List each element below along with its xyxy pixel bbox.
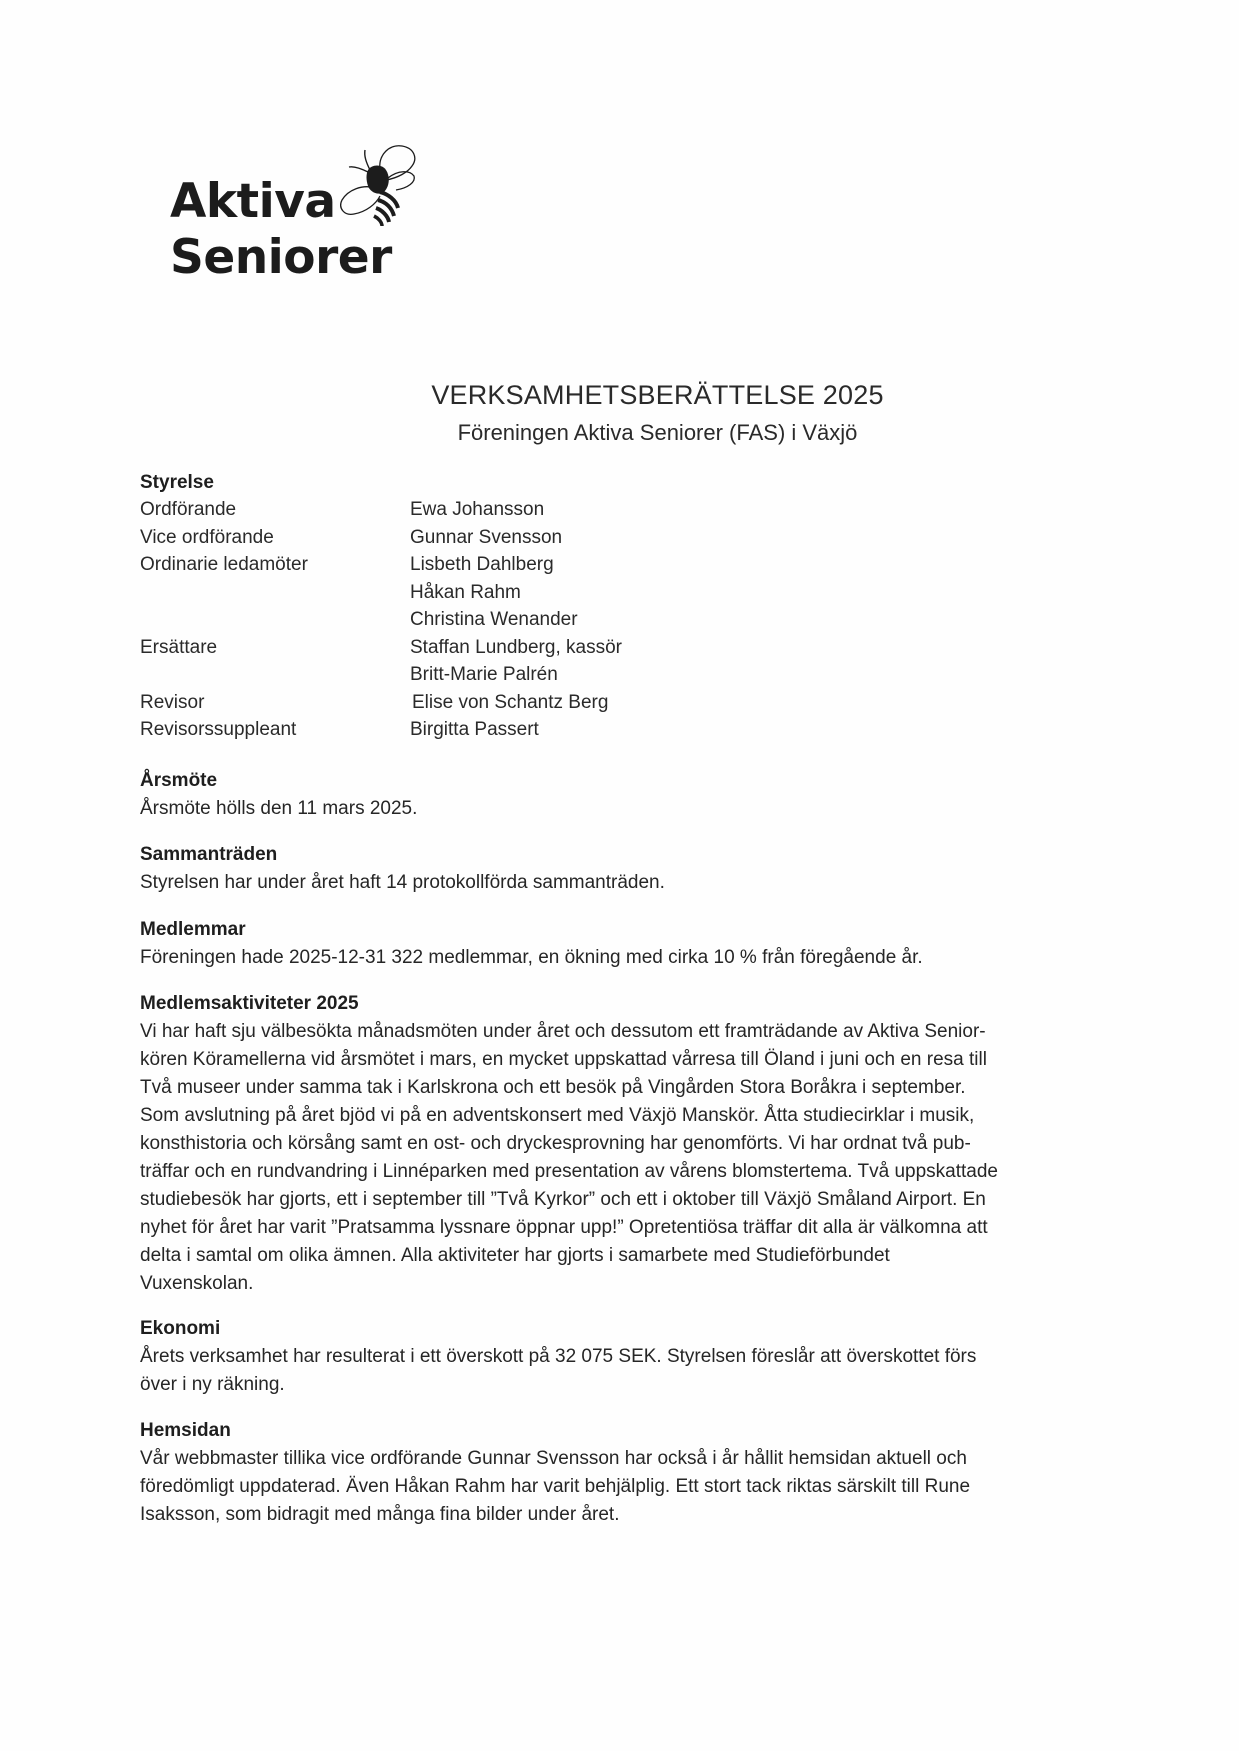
board-name: Britt-Marie Palrén	[410, 664, 558, 685]
section-heading-arsmote: Årsmöte	[140, 770, 218, 791]
board-role: Ersättare	[140, 637, 218, 658]
medlemmar-text: Föreningen hade 2025-12-31 322 medlemmar, en ökning med cirka 10 % från föregående år.	[140, 947, 923, 968]
paragraph-line: Årets verksamhet har resulterat i ett överskott på 32 075 SEK. Styrelsen föreslår att överskottet förs	[140, 1346, 977, 1367]
paragraph-line: nyhet för året har varit ”Pratsamma lyssnare öppnar upp!” Opretentiösa träffar dit alla är välkomna att	[140, 1217, 988, 1238]
paragraph-line: Vi har haft sju välbesökta månadsmöten under året och dessutom ett framträdande av Aktiva Senior-	[140, 1021, 986, 1042]
bee-icon	[318, 140, 428, 230]
board-name: Ewa Johansson	[410, 499, 545, 520]
logo	[170, 140, 430, 285]
paragraph-line: kören Köramellerna vid årsmötet i mars, en mycket uppskattad vårresa till Öland i juni och en resa till	[140, 1049, 987, 1070]
paragraph-line: Vuxenskolan.	[140, 1273, 254, 1294]
board-name: Lisbeth Dahlberg	[410, 554, 554, 575]
board-name: Håkan Rahm	[410, 582, 521, 603]
board-name: Birgitta Passert	[410, 719, 539, 740]
board-name: Elise von Schantz Berg	[412, 692, 609, 713]
section-heading-medlemmar: Medlemmar	[140, 919, 246, 940]
document-title: VERKSAMHETSBERÄTTELSE 2025	[431, 380, 884, 410]
paragraph-line: delta i samtal om olika ämnen. Alla aktiviteter har gjorts i samarbete med Studieförbundet	[140, 1245, 890, 1266]
section-heading-sammantraden: Sammanträden	[140, 844, 278, 865]
paragraph-line: Som avslutning på året bjöd vi på en adventskonsert med Växjö Manskör. Åtta studiecirklar i musik,	[140, 1105, 975, 1126]
paragraph-line: föredömligt uppdaterad. Även Håkan Rahm har varit behjälplig. Ett stort tack riktas särskilt till Rune	[140, 1476, 971, 1497]
board-role: Revisor	[140, 692, 205, 713]
document-subtitle: Föreningen Aktiva Seniorer (FAS) i Växjö	[457, 420, 858, 445]
board-name: Christina Wenander	[410, 609, 578, 630]
logo-text-line2: Seniorer	[170, 230, 392, 285]
logo-text-line1: Aktiva	[170, 174, 336, 229]
paragraph-line: studiebesök har gjorts, ett i september till ”Två Kyrkor” och ett i oktober till Växjö Småland Airport. En	[140, 1189, 986, 1210]
arsmote-text: Årsmöte hölls den 11 mars 2025.	[140, 798, 418, 819]
section-heading-hemsidan: Hemsidan	[140, 1420, 231, 1441]
section-heading-aktiviteter: Medlemsaktiviteter 2025	[140, 993, 359, 1014]
board-role: Ordförande	[140, 499, 237, 520]
board-role: Vice ordförande	[140, 527, 274, 548]
paragraph-line: träffar och en rundvandring i Linnéparken med presentation av vårens blomstertema. Två uppskattade	[140, 1161, 998, 1182]
paragraph-line: konsthistoria och körsång samt en ost- och dryckesprovning har genomförts. Vi har ordnat två pub-	[140, 1133, 971, 1154]
paragraph-line: Isaksson, som bidragit med många fina bilder under året.	[140, 1504, 620, 1525]
board-name: Staffan Lundberg, kassör	[410, 637, 622, 658]
board-role: Ordinarie ledamöter	[140, 554, 308, 575]
section-heading-ekonomi: Ekonomi	[140, 1318, 221, 1339]
board-name: Gunnar Svensson	[410, 527, 563, 548]
sammantraden-text: Styrelsen har under året haft 14 protokollförda sammanträden.	[140, 872, 665, 893]
paragraph-line: över i ny räkning.	[140, 1374, 285, 1395]
section-heading-styrelse: Styrelse	[140, 472, 214, 493]
board-role: Revisorssuppleant	[140, 719, 297, 740]
paragraph-line: Vår webbmaster tillika vice ordförande Gunnar Svensson har också i år hållit hemsidan aktuell och	[140, 1448, 967, 1469]
paragraph-line: Två museer under samma tak i Karlskrona och ett besök på Vingården Stora Boråkra i september.	[140, 1077, 966, 1098]
